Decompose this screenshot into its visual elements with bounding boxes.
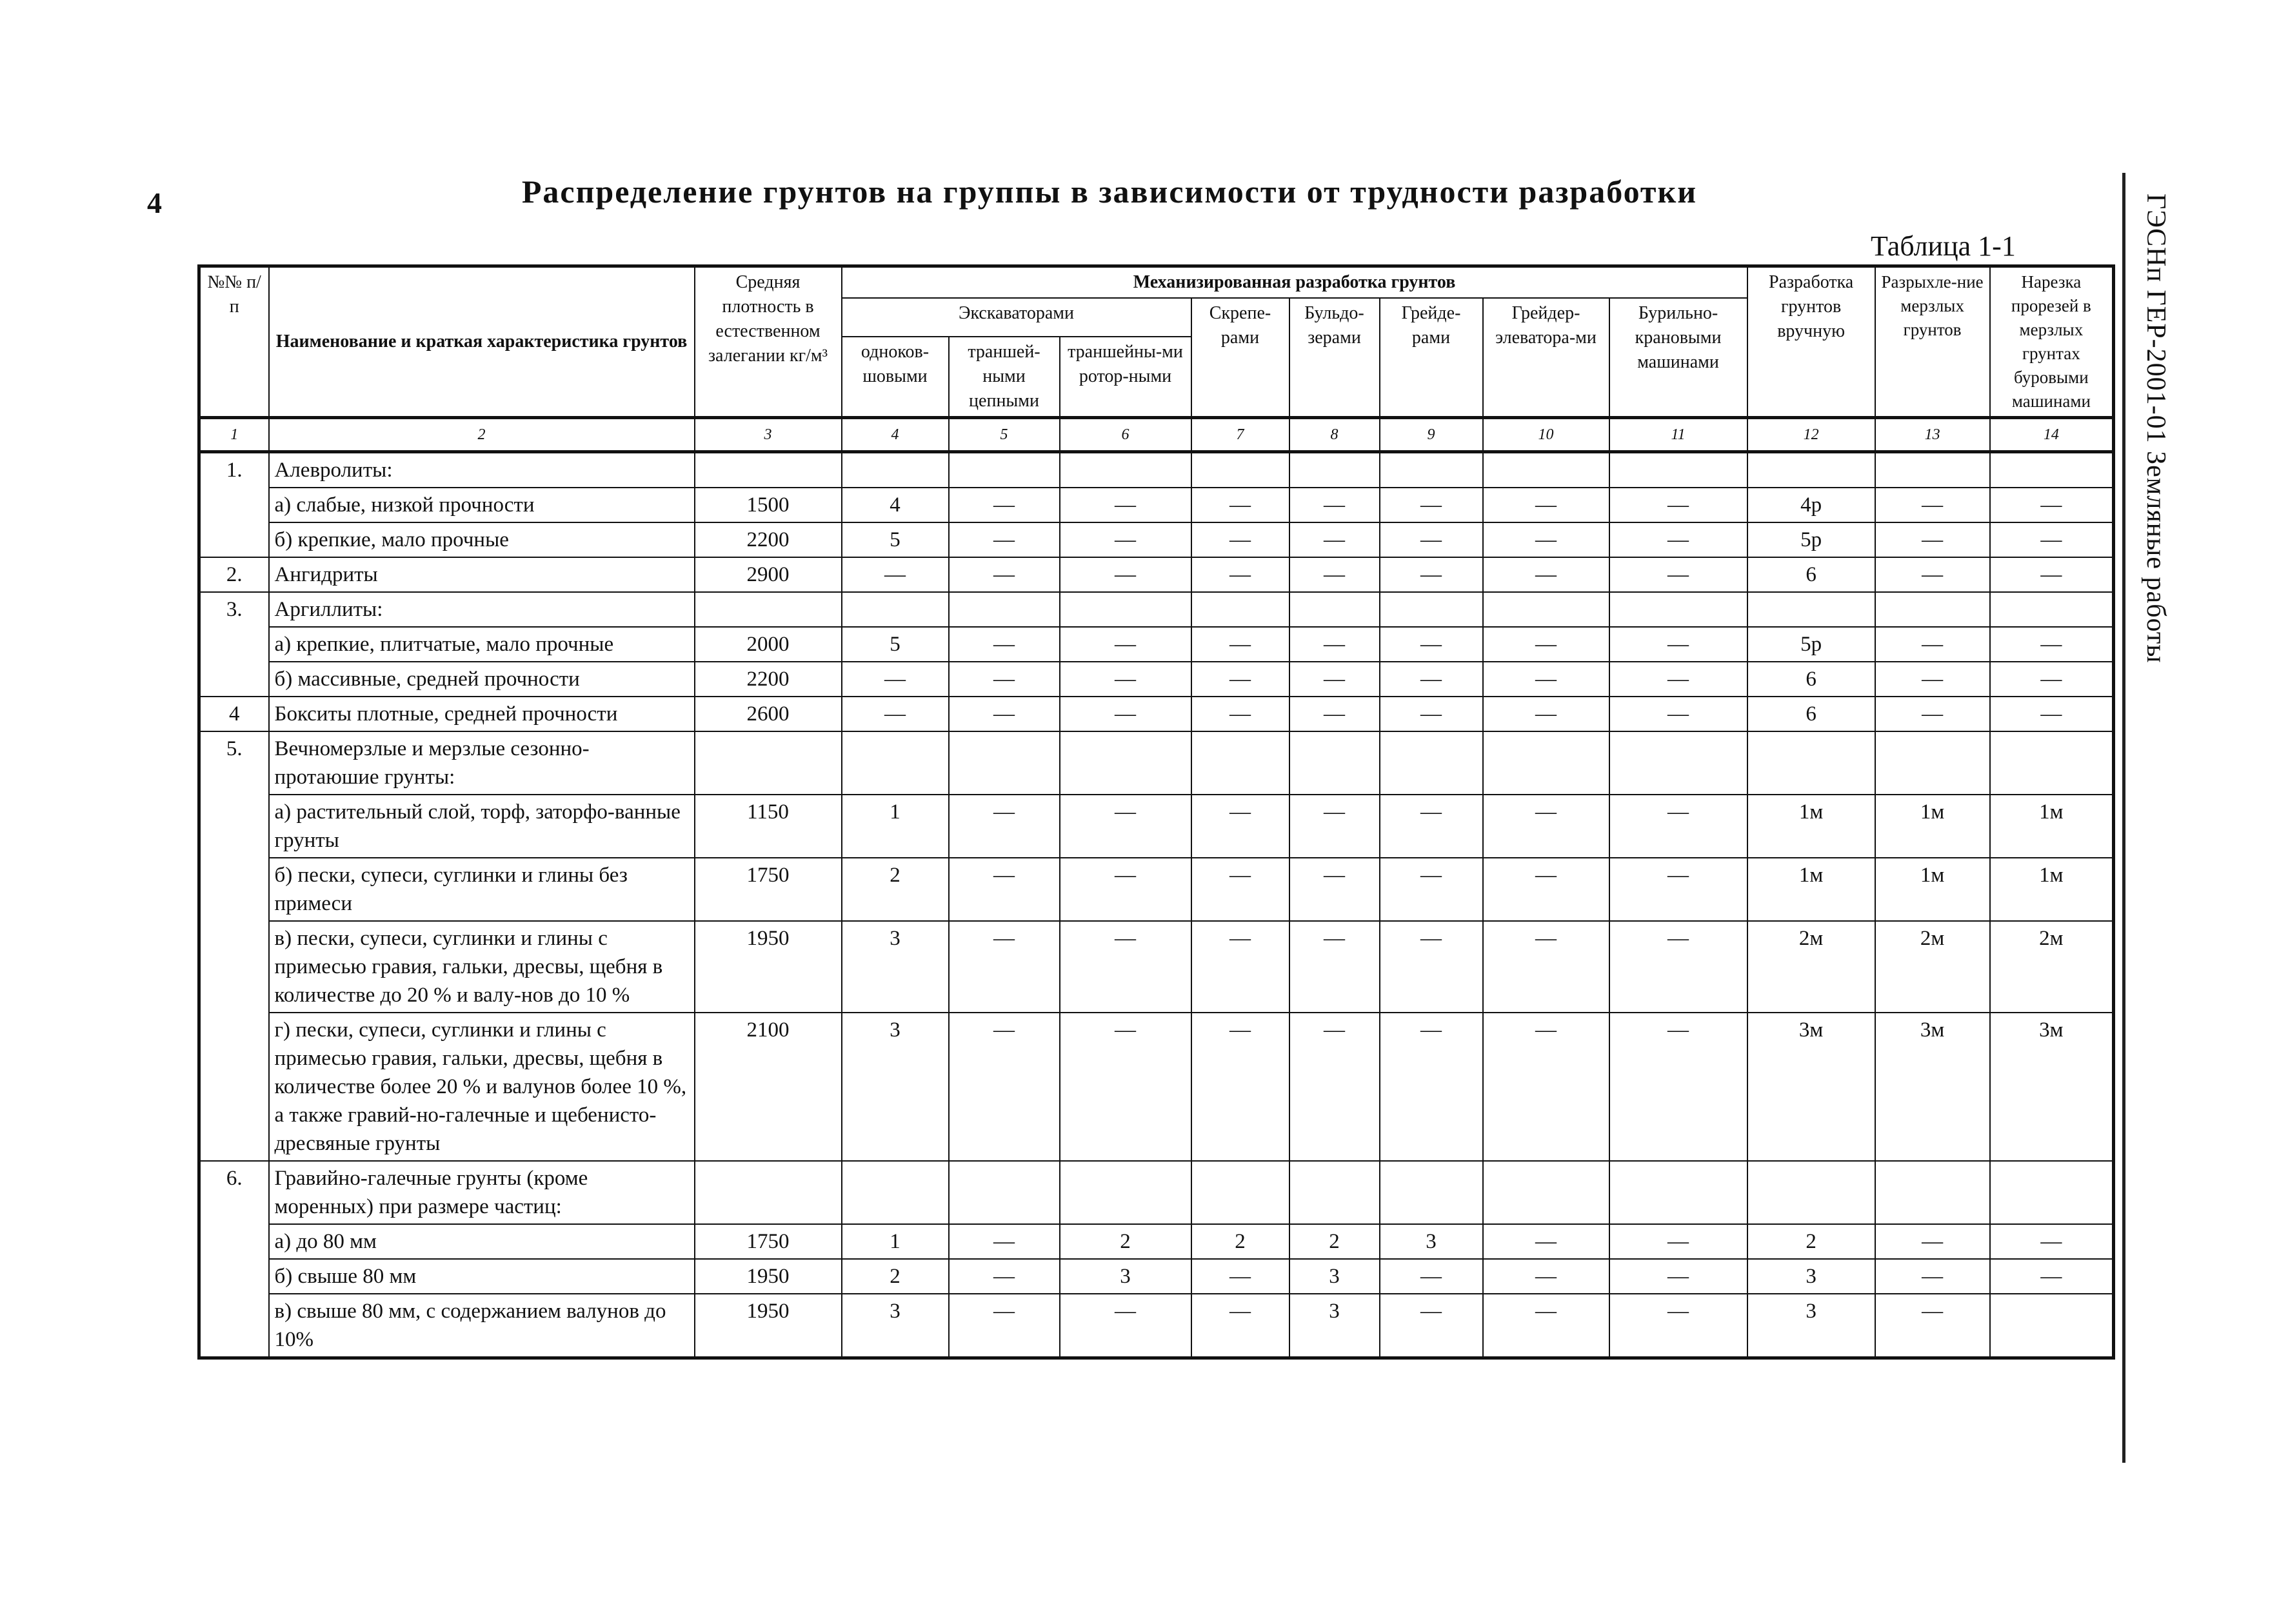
group-value: 2 xyxy=(1060,1224,1191,1259)
header-manual: Разработка грунтов вручную xyxy=(1747,266,1875,418)
header-grader-elevators: Грейдер-элеватора-ми xyxy=(1483,298,1609,418)
header-bulldozers: Бульдо-зерами xyxy=(1289,298,1380,418)
header-scrapers: Скрепе-рами xyxy=(1191,298,1289,418)
group-value: — xyxy=(1483,858,1609,921)
soil-name: б) массивные, средней прочности xyxy=(269,662,695,697)
column-number: 8 xyxy=(1289,418,1380,452)
group-value: — xyxy=(1060,858,1191,921)
group-value: — xyxy=(949,1224,1060,1259)
group-value: — xyxy=(1191,522,1289,557)
group-value xyxy=(1060,1161,1191,1224)
group-value: — xyxy=(1483,522,1609,557)
column-number: 4 xyxy=(842,418,949,452)
group-value: — xyxy=(1609,697,1747,731)
group-value xyxy=(1990,1161,2114,1224)
group-value: 2 xyxy=(842,1259,949,1294)
group-value: — xyxy=(1191,1013,1289,1161)
group-value: 3 xyxy=(1289,1259,1380,1294)
table-row xyxy=(199,697,2114,731)
soil-name: б) пески, супеси, суглинки и глины без примеси xyxy=(269,858,695,921)
group-value: — xyxy=(1609,662,1747,697)
group-value: — xyxy=(1060,627,1191,662)
group-value: — xyxy=(1289,1013,1380,1161)
group-value: — xyxy=(1990,627,2114,662)
group-value: — xyxy=(949,858,1060,921)
group-value: — xyxy=(1875,522,1990,557)
group-value: — xyxy=(949,488,1060,522)
density-value: 1150 xyxy=(695,795,842,858)
group-value: — xyxy=(1191,1259,1289,1294)
column-number: 2 xyxy=(269,418,695,452)
column-number: 7 xyxy=(1191,418,1289,452)
group-value xyxy=(1747,592,1875,627)
group-value: — xyxy=(1380,1259,1483,1294)
group-value: — xyxy=(1380,921,1483,1013)
group-value: — xyxy=(1990,1259,2114,1294)
group-value xyxy=(1990,452,2114,488)
side-running-title: ГЭСНп ГЕР-2001-01 Земляные работы xyxy=(2141,193,2171,664)
density-value: 2100 xyxy=(695,1013,842,1161)
group-value: 6 xyxy=(1747,662,1875,697)
group-value: — xyxy=(1875,1259,1990,1294)
group-value: 3 xyxy=(842,921,949,1013)
group-value: 2м xyxy=(1747,921,1875,1013)
table-row xyxy=(199,488,2114,522)
group-value: — xyxy=(1380,488,1483,522)
group-value: 3м xyxy=(1875,1013,1990,1161)
group-value xyxy=(1060,592,1191,627)
group-value: — xyxy=(1191,627,1289,662)
group-value: — xyxy=(1060,488,1191,522)
group-value: — xyxy=(1060,697,1191,731)
density-value: 2000 xyxy=(695,627,842,662)
row-number: 2. xyxy=(199,557,269,592)
group-value: — xyxy=(1483,697,1609,731)
group-value: — xyxy=(1191,697,1289,731)
soil-name: б) свыше 80 мм xyxy=(269,1259,695,1294)
group-value: — xyxy=(1380,1294,1483,1358)
group-value: 2 xyxy=(1747,1224,1875,1259)
group-value xyxy=(1380,592,1483,627)
group-value: — xyxy=(949,1013,1060,1161)
density-value: 2600 xyxy=(695,697,842,731)
density-value xyxy=(695,731,842,795)
column-number: 5 xyxy=(949,418,1060,452)
table-row xyxy=(199,627,2114,662)
group-value xyxy=(949,452,1060,488)
group-value: 3 xyxy=(1289,1294,1380,1358)
group-value: — xyxy=(1191,557,1289,592)
soil-name: а) до 80 мм xyxy=(269,1224,695,1259)
group-value xyxy=(949,1161,1060,1224)
column-number: 3 xyxy=(695,418,842,452)
group-value: — xyxy=(1289,795,1380,858)
group-value xyxy=(1380,452,1483,488)
group-value: — xyxy=(1289,488,1380,522)
group-value: 1м xyxy=(1990,858,2114,921)
group-value xyxy=(1875,1161,1990,1224)
table-row xyxy=(199,1224,2114,1259)
group-value: — xyxy=(1609,627,1747,662)
group-value: — xyxy=(1609,557,1747,592)
group-value: — xyxy=(1191,488,1289,522)
group-value: — xyxy=(1289,522,1380,557)
group-value: — xyxy=(1990,557,2114,592)
soil-groups-table xyxy=(197,264,2115,1360)
column-number: 10 xyxy=(1483,418,1609,452)
group-value xyxy=(1483,452,1609,488)
column-number: 9 xyxy=(1380,418,1483,452)
group-value xyxy=(1747,731,1875,795)
soil-name: Гравийно-галечные грунты (кроме моренных) при размере частиц: xyxy=(269,1161,695,1224)
group-value: — xyxy=(1380,858,1483,921)
group-value: — xyxy=(949,662,1060,697)
group-value xyxy=(1060,731,1191,795)
group-value: 2 xyxy=(842,858,949,921)
group-value xyxy=(1990,1294,2114,1358)
group-value: — xyxy=(1609,1259,1747,1294)
group-value: — xyxy=(1875,488,1990,522)
group-value xyxy=(1191,452,1289,488)
group-value: — xyxy=(1990,662,2114,697)
group-value: — xyxy=(1060,522,1191,557)
group-value: — xyxy=(1380,662,1483,697)
group-value: — xyxy=(1483,1294,1609,1358)
group-value xyxy=(1483,731,1609,795)
group-value: — xyxy=(1060,795,1191,858)
column-number: 11 xyxy=(1609,418,1747,452)
group-value: — xyxy=(842,557,949,592)
soil-name: а) крепкие, плитчатые, мало прочные xyxy=(269,627,695,662)
density-value: 2900 xyxy=(695,557,842,592)
header-num: №№ п/п xyxy=(199,266,269,418)
group-value: 3 xyxy=(1380,1224,1483,1259)
group-value xyxy=(1380,1161,1483,1224)
table-row xyxy=(199,921,2114,1013)
group-value: — xyxy=(1191,858,1289,921)
density-value: 1750 xyxy=(695,858,842,921)
group-value: — xyxy=(1380,1013,1483,1161)
group-value: 1 xyxy=(842,1224,949,1259)
group-value xyxy=(1191,592,1289,627)
group-value: — xyxy=(1191,921,1289,1013)
group-value: — xyxy=(1289,921,1380,1013)
group-value: 2 xyxy=(1191,1224,1289,1259)
group-value: — xyxy=(1380,557,1483,592)
group-value: 5 xyxy=(842,522,949,557)
soil-name: Вечномерзлые и мерзлые сезонно-протаюшие грунты: xyxy=(269,731,695,795)
group-value: — xyxy=(1380,522,1483,557)
group-value: — xyxy=(1609,921,1747,1013)
group-value: — xyxy=(1990,522,2114,557)
table-row xyxy=(199,557,2114,592)
row-number: 4 xyxy=(199,697,269,731)
group-value xyxy=(1990,731,2114,795)
page-title: Распределение грунтов на группы в зависимости от трудности разработки xyxy=(521,173,1698,210)
soil-name: г) пески, супеси, суглинки и глины с примесью гравия, гальки, дресвы, щебня в количестве более 20 % и валунов более 10 %, а также гравий-но-галечные и щебенисто-дресвяные грунты xyxy=(269,1013,695,1161)
group-value: 3 xyxy=(1747,1294,1875,1358)
table-row xyxy=(199,858,2114,921)
group-value: 3 xyxy=(842,1013,949,1161)
group-value: — xyxy=(1380,795,1483,858)
group-value xyxy=(842,592,949,627)
group-value: — xyxy=(1380,697,1483,731)
header-trench-rotary: траншейны-ми ротор-ными xyxy=(1060,337,1191,418)
header-loosening: Разрыхле-ние мерзлых грунтов xyxy=(1875,266,1990,418)
group-value xyxy=(949,592,1060,627)
group-value: — xyxy=(949,627,1060,662)
group-value xyxy=(1289,731,1380,795)
group-value xyxy=(1875,592,1990,627)
header-mechanized: Механизированная разработка грунтов xyxy=(842,266,1747,299)
group-value xyxy=(842,452,949,488)
density-value: 2200 xyxy=(695,662,842,697)
group-value xyxy=(949,731,1060,795)
soil-name: Аргиллиты: xyxy=(269,592,695,627)
column-numbers-row xyxy=(199,418,2114,452)
table-row xyxy=(199,731,2114,795)
group-value: — xyxy=(1609,488,1747,522)
header-single-bucket: одноков-шовыми xyxy=(842,337,949,418)
group-value: — xyxy=(1875,1224,1990,1259)
group-value: — xyxy=(1875,627,1990,662)
group-value: — xyxy=(1060,662,1191,697)
density-value: 1950 xyxy=(695,1259,842,1294)
group-value: 6 xyxy=(1747,557,1875,592)
group-value: — xyxy=(1609,858,1747,921)
group-value: — xyxy=(1483,662,1609,697)
row-number: 1. xyxy=(199,452,269,558)
group-value: — xyxy=(1289,627,1380,662)
group-value xyxy=(1380,731,1483,795)
density-value xyxy=(695,452,842,488)
group-value xyxy=(1609,452,1747,488)
group-value: 3м xyxy=(1747,1013,1875,1161)
page-number: 4 xyxy=(147,186,162,219)
table-row xyxy=(199,522,2114,557)
group-value xyxy=(1609,1161,1747,1224)
group-value: 4р xyxy=(1747,488,1875,522)
soil-name: Ангидриты xyxy=(269,557,695,592)
group-value: 1м xyxy=(1875,858,1990,921)
group-value: 6 xyxy=(1747,697,1875,731)
density-value: 1950 xyxy=(695,921,842,1013)
table-row xyxy=(199,662,2114,697)
density-value: 1750 xyxy=(695,1224,842,1259)
group-value: — xyxy=(1990,488,2114,522)
soil-name: Бокситы плотные, средней прочности xyxy=(269,697,695,731)
soil-name: Алевролиты: xyxy=(269,452,695,488)
group-value: 2м xyxy=(1990,921,2114,1013)
group-value: — xyxy=(1875,662,1990,697)
group-value: — xyxy=(1609,1013,1747,1161)
group-value: — xyxy=(1191,662,1289,697)
group-value: — xyxy=(949,1294,1060,1358)
density-value: 1500 xyxy=(695,488,842,522)
group-value: 3м xyxy=(1990,1013,2114,1161)
group-value: 1м xyxy=(1747,795,1875,858)
group-value: — xyxy=(1990,697,2114,731)
table-caption: Таблица 1-1 xyxy=(1871,230,2016,262)
group-value xyxy=(1289,452,1380,488)
header-density: Средняя плотность в естественном залегании кг/м³ xyxy=(695,266,842,418)
density-value: 2200 xyxy=(695,522,842,557)
group-value: — xyxy=(1875,557,1990,592)
group-value: — xyxy=(1289,858,1380,921)
group-value: — xyxy=(1609,522,1747,557)
group-value: — xyxy=(1875,1294,1990,1358)
group-value: — xyxy=(1875,697,1990,731)
group-value: — xyxy=(1609,1294,1747,1358)
group-value xyxy=(1191,731,1289,795)
group-value: — xyxy=(1483,795,1609,858)
group-value xyxy=(1609,592,1747,627)
group-value: 4 xyxy=(842,488,949,522)
group-value xyxy=(1289,1161,1380,1224)
group-value: — xyxy=(842,662,949,697)
soil-name: б) крепкие, мало прочные xyxy=(269,522,695,557)
group-value: — xyxy=(949,921,1060,1013)
soil-groups-table-container xyxy=(197,264,2112,1360)
group-value: — xyxy=(1289,662,1380,697)
group-value: 2м xyxy=(1875,921,1990,1013)
density-value: 1950 xyxy=(695,1294,842,1358)
group-value: — xyxy=(1483,921,1609,1013)
group-value: — xyxy=(1060,1294,1191,1358)
group-value xyxy=(842,731,949,795)
header-excavators: Экскаваторами xyxy=(842,298,1191,337)
soil-name: в) свыше 80 мм, с содержанием валунов до 10% xyxy=(269,1294,695,1358)
density-value xyxy=(695,592,842,627)
column-number: 13 xyxy=(1875,418,1990,452)
group-value xyxy=(1875,452,1990,488)
group-value: — xyxy=(1380,627,1483,662)
group-value: 5 xyxy=(842,627,949,662)
group-value xyxy=(1289,592,1380,627)
group-value: 1м xyxy=(1875,795,1990,858)
column-number: 14 xyxy=(1990,418,2114,452)
group-value: — xyxy=(1609,795,1747,858)
group-value: — xyxy=(1483,557,1609,592)
group-value: — xyxy=(1289,557,1380,592)
group-value: — xyxy=(1990,1224,2114,1259)
group-value xyxy=(1483,592,1609,627)
table-body xyxy=(199,418,2114,1358)
group-value: — xyxy=(1609,1224,1747,1259)
group-value: — xyxy=(949,697,1060,731)
group-value: 3 xyxy=(1060,1259,1191,1294)
group-value: — xyxy=(1483,1224,1609,1259)
group-value: 2 xyxy=(1289,1224,1380,1259)
group-value: — xyxy=(1191,1294,1289,1358)
side-divider xyxy=(2122,173,2125,1463)
table-row xyxy=(199,1161,2114,1224)
soil-name: а) слабые, низкой прочности xyxy=(269,488,695,522)
group-value xyxy=(1060,452,1191,488)
group-value: — xyxy=(1060,557,1191,592)
group-value: — xyxy=(949,522,1060,557)
group-value: 1 xyxy=(842,795,949,858)
group-value: 3 xyxy=(1747,1259,1875,1294)
group-value: — xyxy=(949,1259,1060,1294)
group-value xyxy=(1747,452,1875,488)
row-number: 3. xyxy=(199,592,269,697)
group-value: — xyxy=(1483,627,1609,662)
header-graders: Грейде-рами xyxy=(1380,298,1483,418)
column-number: 12 xyxy=(1747,418,1875,452)
group-value: 1м xyxy=(1747,858,1875,921)
group-value: — xyxy=(1060,921,1191,1013)
group-value: — xyxy=(842,697,949,731)
group-value xyxy=(842,1161,949,1224)
group-value: — xyxy=(1483,1013,1609,1161)
group-value: 3 xyxy=(842,1294,949,1358)
header-name: Наименование и краткая характеристика грунтов xyxy=(269,266,695,418)
group-value xyxy=(1609,731,1747,795)
column-number: 1 xyxy=(199,418,269,452)
header-trench-chain: траншей-ными цепными xyxy=(949,337,1060,418)
table-row xyxy=(199,1013,2114,1161)
table-row xyxy=(199,592,2114,627)
density-value xyxy=(695,1161,842,1224)
group-value: — xyxy=(1060,1013,1191,1161)
group-value: — xyxy=(949,795,1060,858)
group-value: — xyxy=(1289,697,1380,731)
table-row xyxy=(199,795,2114,858)
group-value: 5р xyxy=(1747,522,1875,557)
group-value: — xyxy=(1483,1259,1609,1294)
group-value: — xyxy=(1483,488,1609,522)
table-row xyxy=(199,452,2114,488)
group-value: — xyxy=(949,557,1060,592)
soil-name: а) растительный слой, торф, заторфо-ванные грунты xyxy=(269,795,695,858)
group-value: 1м xyxy=(1990,795,2114,858)
soil-name: в) пески, супеси, суглинки и глины с примесью гравия, гальки, дресвы, щебня в количестве до 20 % и валу-нов до 10 % xyxy=(269,921,695,1013)
group-value xyxy=(1483,1161,1609,1224)
header-drill-crane: Бурильно-крановыми машинами xyxy=(1609,298,1747,418)
column-number: 6 xyxy=(1060,418,1191,452)
table-row xyxy=(199,1294,2114,1358)
row-number: 6. xyxy=(199,1161,269,1358)
group-value: — xyxy=(1191,795,1289,858)
group-value xyxy=(1990,592,2114,627)
table-row xyxy=(199,1259,2114,1294)
group-value xyxy=(1747,1161,1875,1224)
group-value: 5р xyxy=(1747,627,1875,662)
group-value xyxy=(1875,731,1990,795)
header-cutting: Нарезка прорезей в мерзлых грунтах буровыми машинами xyxy=(1990,266,2114,418)
row-number: 5. xyxy=(199,731,269,1161)
group-value xyxy=(1191,1161,1289,1224)
